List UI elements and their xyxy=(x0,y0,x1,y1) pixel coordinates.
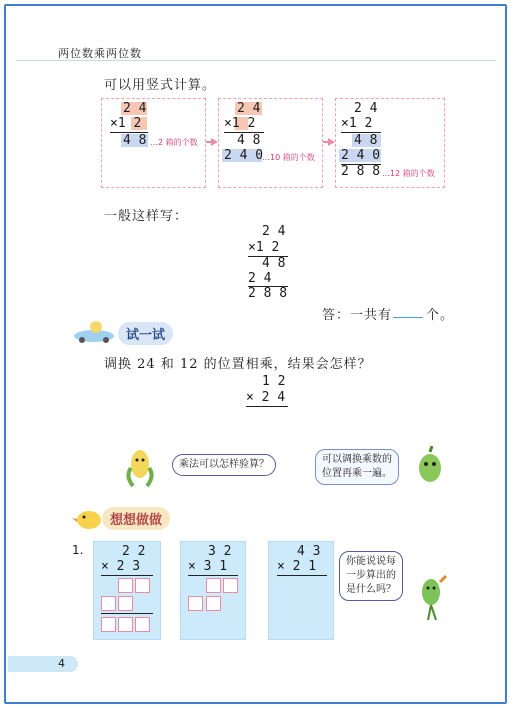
answer-square[interactable] xyxy=(118,617,133,632)
header-title: 两位数乘两位数 xyxy=(58,47,142,60)
answer-square[interactable] xyxy=(206,596,221,611)
answer-square[interactable] xyxy=(206,578,221,593)
try-rule xyxy=(246,406,288,407)
bottom-speech-bubble xyxy=(339,551,403,601)
step1-note: …2 箱的个数 xyxy=(150,138,198,147)
general-label: 一般这样写： xyxy=(104,209,189,224)
exercise-number: 1. xyxy=(72,543,84,557)
step2-multiplier: ×1 2 xyxy=(224,116,256,131)
general-multiplicand: 2 4 xyxy=(262,224,286,239)
right-bubble-line-2: 位置再乘一遍。 xyxy=(322,468,392,479)
exercise-3-multiplier: × 2 1 xyxy=(277,559,317,574)
step1-partial: 4 8 xyxy=(123,133,147,148)
answer-blank[interactable] xyxy=(393,317,423,318)
step3-partial1: 4 8 xyxy=(354,133,378,148)
step2-multiplicand: 2 4 xyxy=(237,101,261,116)
step3-multiplicand: 2 4 xyxy=(354,101,378,116)
general-partial1: 4 8 xyxy=(262,256,286,271)
try-multiplier: × 2 4 xyxy=(246,390,286,405)
step-box-2 xyxy=(218,98,323,188)
pepper-mascot-2-icon xyxy=(414,574,448,622)
exercise-2-rule xyxy=(188,575,238,576)
try-section-title: 试一试 xyxy=(118,322,173,345)
exercise-1-multiplier: × 2 3 xyxy=(101,559,141,574)
answer-square[interactable] xyxy=(118,596,133,611)
step3-total: 2 8 8 xyxy=(341,164,381,179)
answer-square[interactable] xyxy=(223,578,238,593)
exercise-3-multiplicand: 4 3 xyxy=(297,544,321,559)
exercise-2-multiplicand: 3 2 xyxy=(208,544,232,559)
exercise-1-rule xyxy=(101,575,153,576)
answer-square[interactable] xyxy=(188,596,203,611)
answer-square[interactable] xyxy=(135,617,150,632)
arrow-2-icon xyxy=(328,138,335,146)
chick-mascot-icon xyxy=(72,506,106,530)
exercise-1-rule-2 xyxy=(101,613,153,614)
step2-note: …10 箱的个数 xyxy=(262,153,315,162)
try-multiplicand: 1 2 xyxy=(262,374,286,389)
car-mascot-icon xyxy=(72,318,118,344)
bottom-bubble-line-2: 一步算出的 xyxy=(346,570,396,581)
answer-square[interactable] xyxy=(101,617,116,632)
try-prompt: 调换 24 和 12 的位置相乘，结果会怎样？ xyxy=(104,357,372,372)
header-divider xyxy=(16,60,496,61)
page-number-tab xyxy=(8,656,78,672)
general-partial2: 2 4 xyxy=(248,271,272,286)
left-speech-bubble: 乘法可以怎样验算？ xyxy=(172,454,276,476)
step1-multiplicand: 2 4 xyxy=(123,101,147,116)
answer-square[interactable] xyxy=(101,596,116,611)
arrow-1-icon xyxy=(211,138,218,146)
step3-partial2: 2 4 0 xyxy=(341,148,381,163)
intro-text: 可以用竖式计算。 xyxy=(104,78,217,93)
exercise-1-multiplicand: 2 2 xyxy=(122,544,146,559)
answer-square[interactable] xyxy=(118,578,133,593)
step2-partial2: 2 4 0 xyxy=(224,148,264,163)
right-bubble-line-1: 可以调换乘数的 xyxy=(322,454,392,465)
answer-prefix: 答：一共有 xyxy=(322,308,393,323)
bottom-bubble-line-3: 是什么吗？ xyxy=(346,584,396,595)
step3-note: …12 箱的个数 xyxy=(382,169,435,178)
answer-square[interactable] xyxy=(135,578,150,593)
step1-multiplier: ×1 2 xyxy=(110,116,142,131)
exercise-3-rule xyxy=(277,575,327,576)
step3-multiplier: ×1 2 xyxy=(341,116,373,131)
step2-partial1: 4 8 xyxy=(237,133,261,148)
corn-mascot-icon xyxy=(123,446,157,490)
bottom-bubble-line-1: 你能说说每 xyxy=(346,556,396,567)
page-number: 4 xyxy=(58,657,65,670)
exercise-2-multiplier: × 3 1 xyxy=(188,559,228,574)
think-section-title: 想想做做 xyxy=(102,507,170,530)
general-total: 2 8 8 xyxy=(248,286,288,301)
right-speech-bubble xyxy=(315,449,399,485)
general-multiplier: ×1 2 xyxy=(248,240,280,255)
pepper-mascot-icon xyxy=(410,446,450,486)
answer-suffix: 个。 xyxy=(426,308,455,323)
